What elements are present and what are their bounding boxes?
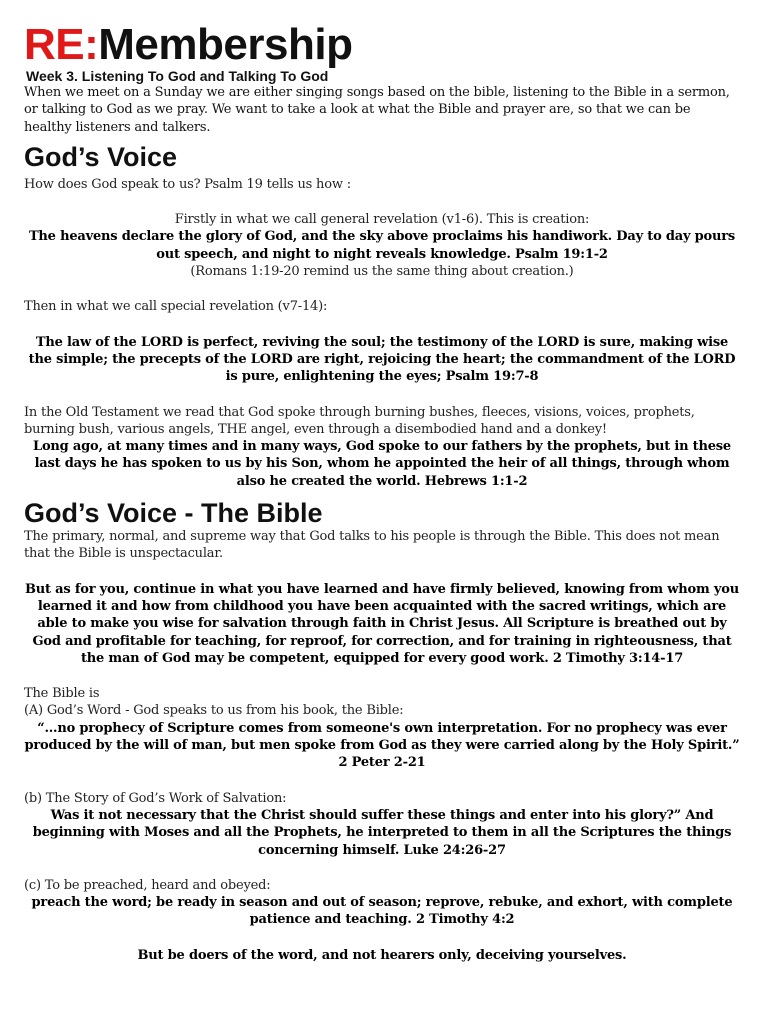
- special-revelation-intro: Then in what we call special revelation (v7-14):: [24, 299, 328, 315]
- title-main: Membership: [98, 20, 353, 69]
- title-prefix: RE:: [24, 20, 99, 69]
- hebrews-quote: Long ago, at many times and in many ways, God spoke to our fathers by the prophets, but in these last days he has spoken to us by his Son, whom he appointed the heir of all things, through whom also he created the world. Hebrews 1:1-2: [33, 439, 731, 489]
- section-heading-gods-voice-bible: God’s Voice - The Bible: [24, 498, 323, 529]
- closing-quote: But be doers of the word, and not hearers only, deceiving yourselves.: [137, 947, 627, 963]
- document-page: [24, 22, 740, 964]
- bible-is-label: The Bible is: [24, 686, 100, 702]
- special-revelation-quote: The law of the LORD is perfect, reviving the soul; the testimony of the LORD is sure, making wise the simple; the precepts of the LORD are right, rejoicing the heart; the commandment of the LORD is pure, enlightening the eyes; Psalm 19:7-8: [28, 334, 736, 385]
- intro-paragraph: When we meet on a Sunday we are either singing songs based on the bible, listening to the Bible in a sermon, or talking to God as we pray. We want to take a look at what the Bible and prayer are, so that we can be healthy listeners and talkers.: [24, 85, 730, 135]
- point-c-label: (c) To be preached, heard and obeyed:: [24, 877, 271, 893]
- section-heading-gods-voice: God’s Voice: [24, 141, 178, 172]
- page-subtitle: Week 3. Listening To God and Talking To God: [26, 68, 329, 84]
- point-b-quote: Was it not necessary that the Christ should suffer these things and enter into his glory?” And beginning with Moses and all the Prophets, he interpreted to them in all the Scriptures the things concerning himself. Luke 24:26-27: [32, 807, 732, 858]
- timothy-quote: But as for you, continue in what you have learned and have firmly believed, knowing from whom you learned it and how from childhood you have been acquainted with the sacred writings, which are able to make you wise for salvation through faith in Christ Jesus. All Scripture is breathed out by God and profitable for teaching, for reproof, for correction, and for training in righteousness, that the man of God may be competent, equipped for every good work. 2 Timothy 3:14-17: [25, 581, 739, 666]
- point-a-label: (A) God’s Word - God speaks to us from his book, the Bible:: [24, 703, 404, 719]
- psalm-question: How does God speak to us? Psalm 19 tells us how :: [24, 176, 351, 192]
- general-revelation-intro: Firstly in what we call general revelation (v1-6). This is creation:: [174, 212, 590, 228]
- old-testament-paragraph: In the Old Testament we read that God spoke through burning bushes, fleeces, visions, voices, prophets, burning bush, various angels, THE angel, even through a disembodied hand and a donkey!: [24, 404, 695, 437]
- page-title: [24, 22, 740, 68]
- point-c-quote: preach the word; be ready in season and out of season; reprove, rebuke, and exhort, with complete patience and teaching. 2 Timothy 4:2: [31, 895, 733, 928]
- point-a-quote: “…no prophecy of Scripture comes from someone's own interpretation. For no prophecy was ever produced by the will of man, but men spoke from God as they were carried along by the Holy Spirit.” 2 Peter 2-21: [24, 720, 740, 771]
- bible-intro-paragraph: The primary, normal, and supreme way that God talks to his people is through the Bible. This does not mean that the Bible is unspectacular.: [24, 529, 720, 562]
- point-b-label: (b) The Story of God’s Work of Salvation:: [24, 790, 287, 806]
- romans-note: (Romans 1:19-20 remind us the same thing about creation.): [190, 264, 574, 280]
- general-revelation-quote: The heavens declare the glory of God, and the sky above proclaims his handiwork. Day to day pours out speech, and night to night reveals knowledge. Psalm 19:1-2: [28, 229, 736, 262]
